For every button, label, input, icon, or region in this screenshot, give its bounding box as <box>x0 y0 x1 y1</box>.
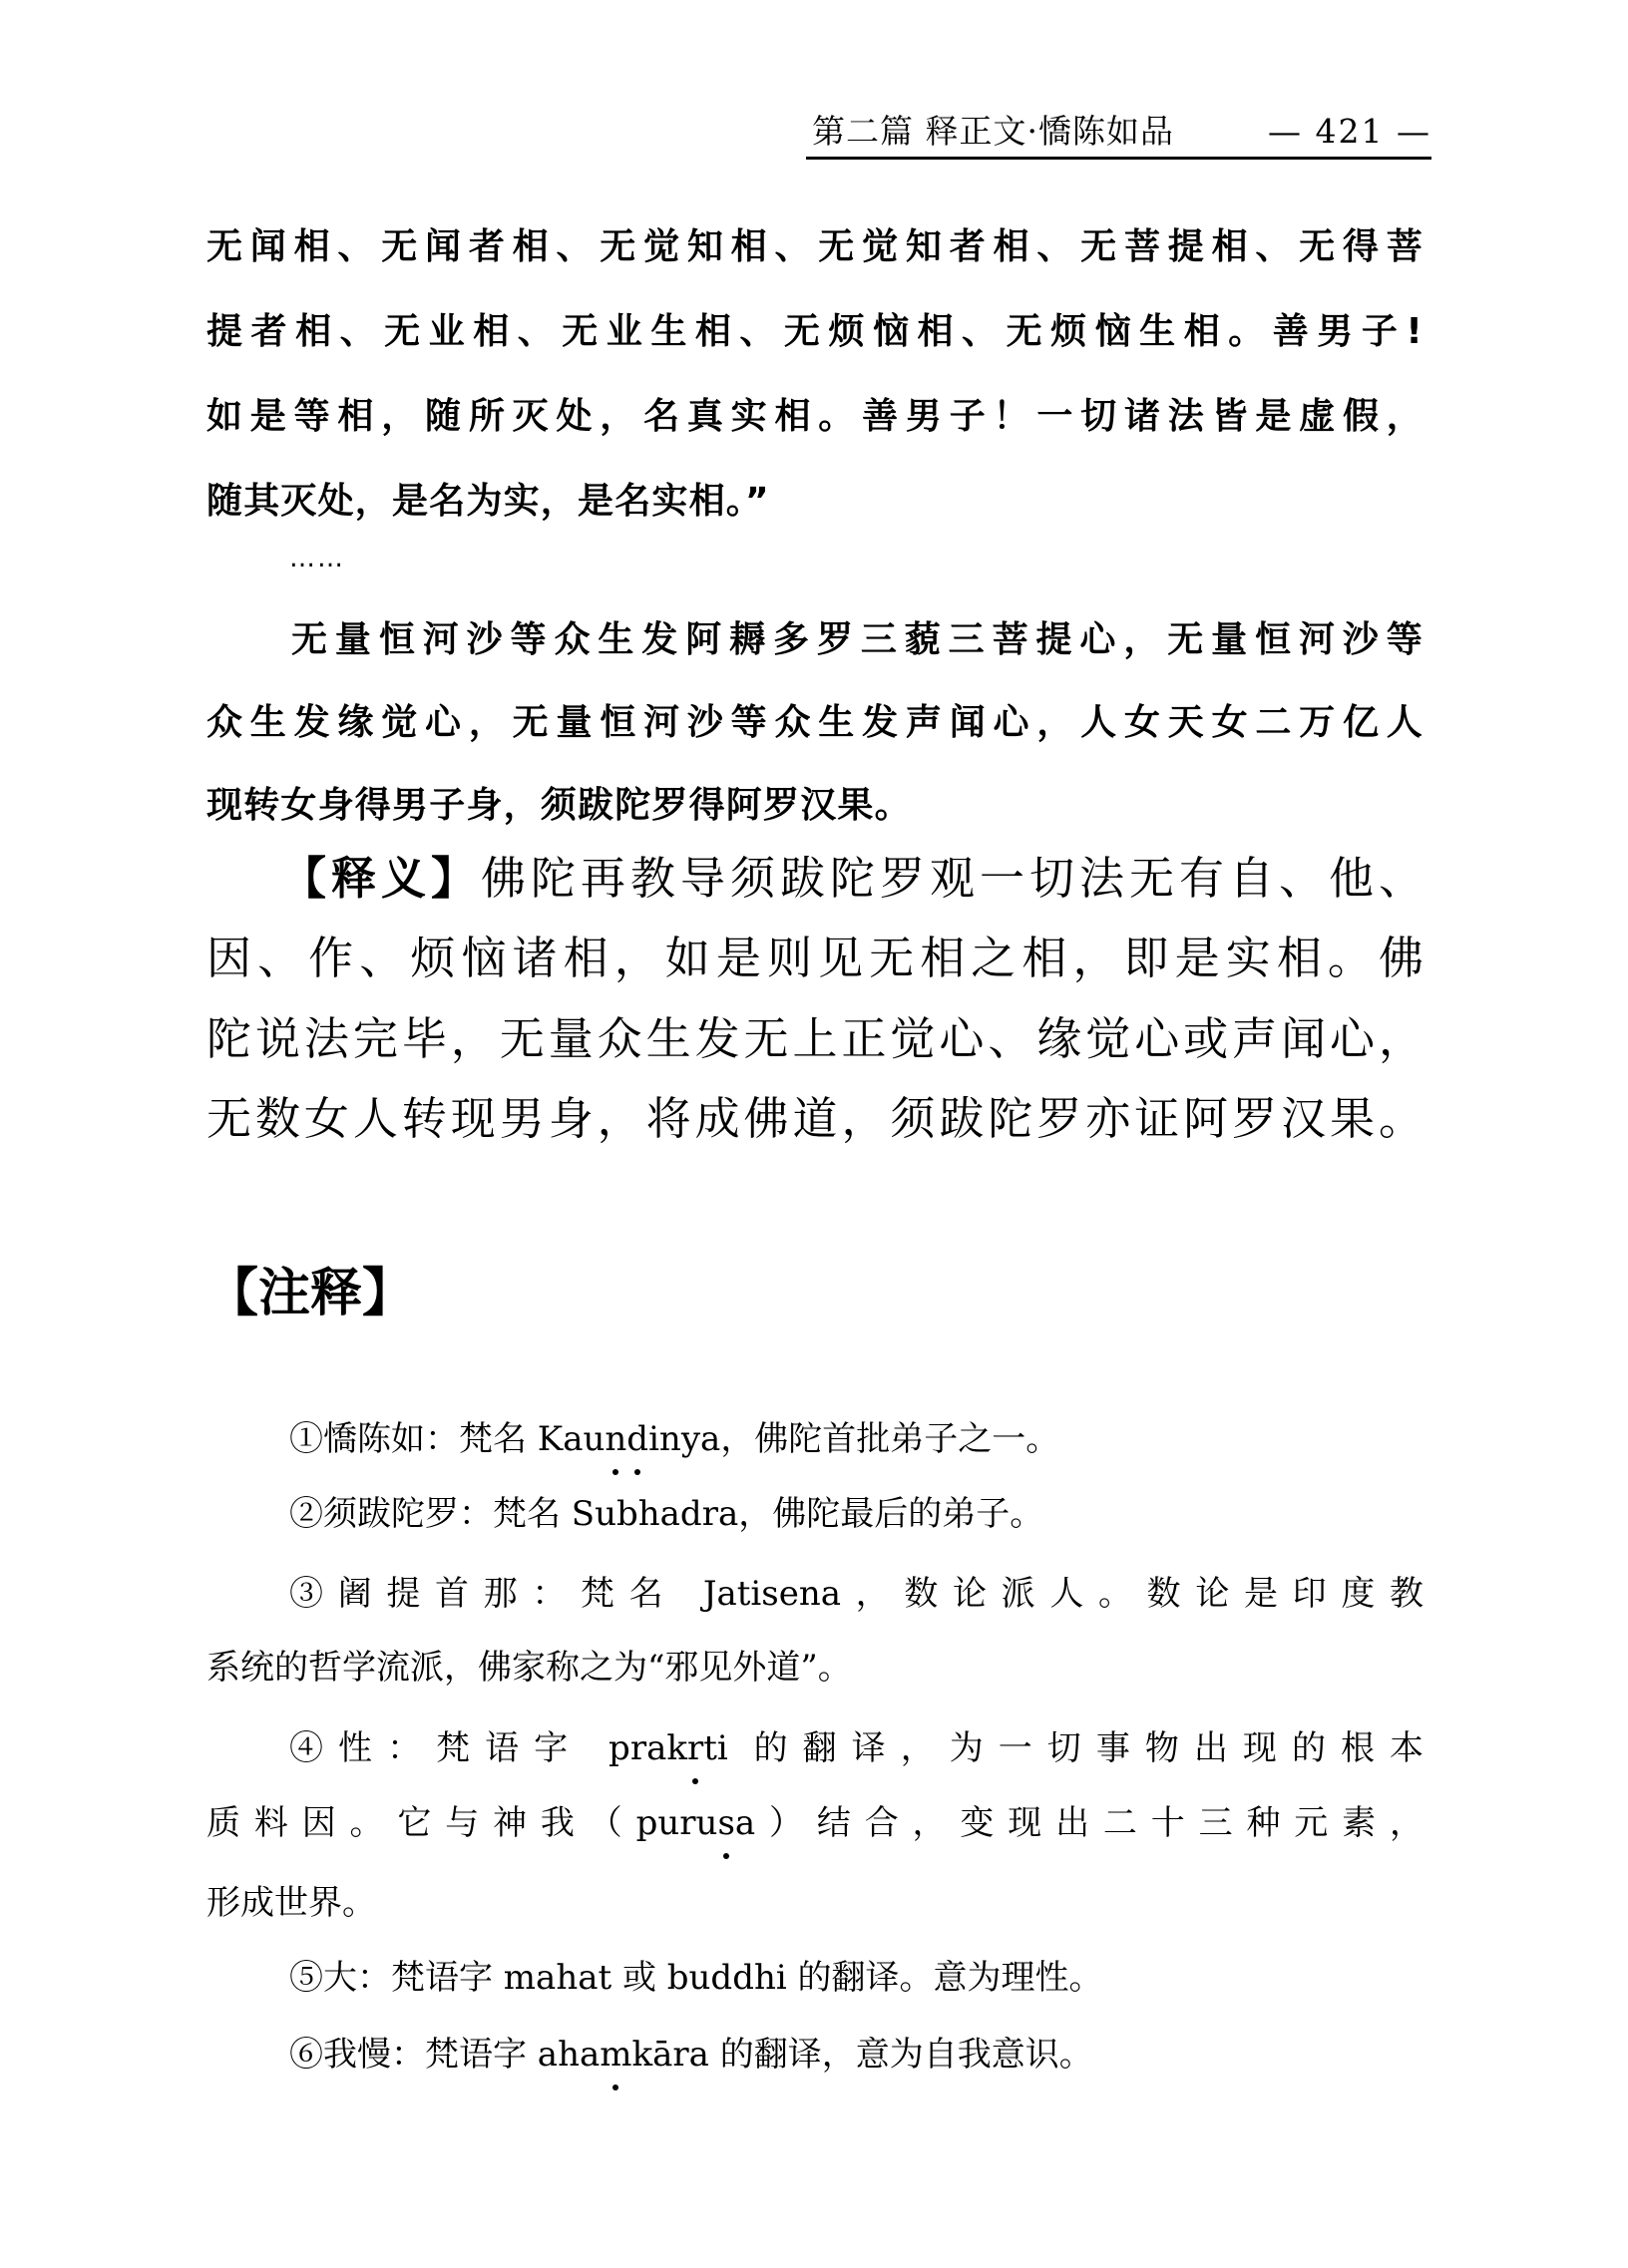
note-marker: ④ <box>289 1728 339 1768</box>
commentary-text: 佛陀再教导须跋陀罗观一切法无有自、他、 <box>481 852 1424 905</box>
dotted-letter: m <box>600 2031 631 2079</box>
note-continuation: 系统的哲学流派，佛家称之为“邪见外道”。 <box>206 1648 852 1688</box>
note-text: 质料因。它与神我（puru <box>206 1803 718 1843</box>
commentary-line <box>206 848 1424 910</box>
note-item <box>289 1415 1387 1463</box>
running-head <box>806 108 1431 160</box>
note-marker: ③ <box>289 1574 338 1614</box>
dotted-letter: n <box>605 1415 626 1463</box>
note-continuation: 形成世界。 <box>206 1883 376 1923</box>
ellipsis: …… <box>289 544 345 573</box>
note-text: 性：梵语字 prak <box>338 1728 687 1768</box>
sutra-line: 提者相、无业相、无业生相、无烦恼相、无烦恼生相。善男子! <box>206 311 1424 352</box>
page-number: — 421 — <box>1268 112 1431 151</box>
note-text: inya，佛陀首批弟子之一。 <box>648 1419 1060 1459</box>
note-text: 憍陈如：梵名 Kau <box>323 1419 606 1459</box>
note-item <box>289 1490 1387 1538</box>
commentary-line: 陀说法完毕，无量众生发无上正觉心、缘觉心或声闻心， <box>206 1012 1424 1065</box>
note-item <box>289 1724 1424 1772</box>
header-rule <box>806 157 1431 160</box>
note-marker: ② <box>289 1494 323 1534</box>
note-continuation <box>206 1799 1424 1847</box>
sutra-line: 众生发缘觉心，无量恒河沙等众生发声闻心，人女天女二万亿人 <box>206 702 1424 743</box>
sutra-line: 如是等相，随所灭处，名真实相。善男子！一切诸法皆是虚假， <box>206 396 1424 437</box>
dotted-letter: s <box>717 1799 734 1847</box>
sutra-line: 现转女身得男子身，须跋陀罗得阿罗汉果。 <box>206 785 912 826</box>
note-text: 须跋陀罗：梵名 Subhadra，佛陀最后的弟子。 <box>323 1494 1044 1534</box>
sutra-line: 无量恒河沙等众生发阿耨多罗三藐三菩提心，无量恒河沙等 <box>291 619 1424 660</box>
commentary-line: 因、作、烦恼诸相，如是则见无相之相，即是实相。佛 <box>206 932 1424 984</box>
note-marker: ⑤ <box>289 1958 323 1998</box>
sutra-line: 随其灭处，是名为实，是名实相。” <box>206 481 770 522</box>
note-item <box>289 2031 1387 2079</box>
notes-heading: 【注释】 <box>206 1263 415 1323</box>
note-marker: ⑥ <box>289 2035 323 2075</box>
commentary-label: 【释义】 <box>276 852 481 905</box>
note-text: 我慢：梵语字 aha <box>323 2035 601 2075</box>
note-item <box>289 1570 1424 1618</box>
sutra-line: 无闻相、无闻者相、无觉知相、无觉知者相、无菩提相、无得菩 <box>206 226 1424 267</box>
note-item <box>289 1954 1387 2002</box>
note-text: 阇提首那：梵名 Jatisena，数论派人。数论是印度教 <box>337 1574 1424 1614</box>
note-text: 大：梵语字 mahat 或 buddhi 的翻译。意为理性。 <box>323 1958 1103 1998</box>
note-text: a）结合，变现出二十三种元素， <box>734 1803 1424 1843</box>
running-head-title: 第二篇 释正文·憍陈如品 <box>812 112 1174 151</box>
commentary-line: 无数女人转现男身，将成佛道，须跋陀罗亦证阿罗汉果。 <box>206 1092 1424 1145</box>
note-text: ti 的翻译，为一切事物出现的根本 <box>703 1728 1424 1768</box>
dotted-letter: d <box>626 1415 648 1463</box>
note-marker: ① <box>289 1419 323 1459</box>
note-text: kāra 的翻译，意为自我意识。 <box>631 2035 1093 2075</box>
dotted-letter: r <box>687 1724 703 1772</box>
